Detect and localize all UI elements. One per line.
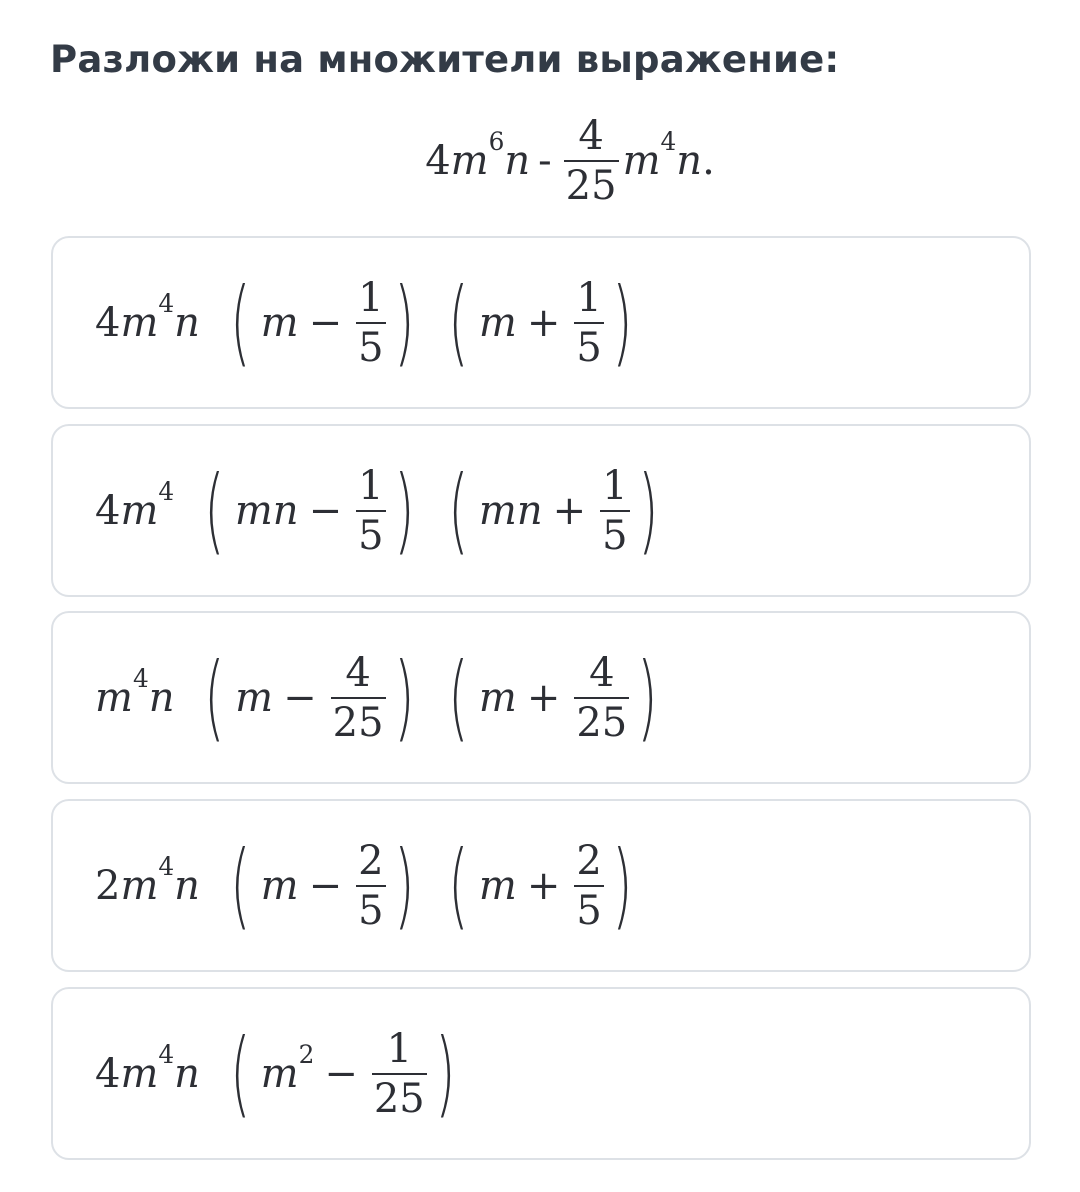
factor2-var: m: [478, 862, 517, 909]
prefix-var-m: m: [120, 862, 159, 909]
fraction-denominator: 25: [564, 160, 619, 207]
factor1-var: m: [260, 1050, 299, 1097]
factor1-fraction: [331, 649, 386, 746]
prefix-var-n: n: [174, 862, 200, 909]
fraction-numerator: 1: [358, 462, 384, 509]
factor1-operator: −: [308, 487, 343, 534]
close-paren: ): [637, 455, 659, 565]
prefix-var-n: n: [148, 674, 175, 721]
prefix-var-m: m: [95, 674, 133, 721]
task-title: Разложи на множители выражение:: [50, 38, 840, 81]
close-paren: ): [393, 830, 414, 940]
period: .: [702, 138, 715, 184]
factor2-fraction: [574, 649, 629, 746]
close-paren: ): [637, 642, 658, 752]
answer-option-3[interactable]: m 4 n ( m − $\frac{4}{25}$ ) ( m + $\frac{4}{25}$ ): [51, 611, 1031, 784]
task-expression: 4 m 6 n - $\frac{4}{25}$ m 4 n .: [425, 113, 715, 209]
open-paren: (: [448, 642, 469, 752]
fraction-numerator: 2: [358, 837, 384, 884]
prefix-var-m: m: [120, 299, 159, 346]
factor2-operator: +: [526, 674, 561, 721]
fraction-denominator: 25: [331, 697, 386, 744]
answer-option-5[interactable]: 4 m 4 n ( m 2 − $\frac{1}{25}$ ): [51, 987, 1031, 1160]
fraction-numerator: 2: [576, 837, 602, 884]
factor1-operator: −: [324, 1050, 358, 1097]
close-paren: ): [393, 455, 414, 565]
term1-var-n: n: [504, 138, 531, 184]
factor2-operator: +: [552, 487, 587, 534]
fraction-denominator: 5: [356, 322, 385, 369]
open-paren: (: [448, 455, 469, 565]
fraction-numerator: 1: [386, 1025, 413, 1072]
close-paren: ): [612, 830, 633, 940]
factor2-var: m: [478, 299, 517, 346]
fraction-denominator: 5: [574, 885, 603, 932]
factor2-var: m: [478, 674, 517, 721]
prefix-coef: 2: [95, 862, 121, 909]
factor2-operator: +: [526, 299, 561, 346]
prefix-coef: 4: [95, 299, 121, 346]
factor1-var: m: [260, 862, 299, 909]
open-paren: (: [204, 455, 225, 565]
factor2-var: mn: [478, 487, 543, 534]
open-paren: (: [230, 1018, 251, 1128]
factor1-fraction: [356, 274, 385, 371]
fraction-numerator: 4: [345, 649, 371, 696]
open-paren: (: [230, 830, 251, 940]
answer-option-1[interactable]: 4 m 4 n ( m − $\frac{1}{5}$ ) ( m + $\frac{1}{5}$ ): [51, 236, 1031, 409]
minus-sign: -: [538, 138, 552, 184]
fraction-denominator: 5: [574, 322, 603, 369]
term1-var-m: m: [450, 138, 489, 184]
factor1-var: m: [260, 299, 299, 346]
prefix-var-n: n: [174, 299, 200, 346]
fraction-denominator: 5: [600, 510, 629, 557]
factor1-var: mn: [234, 487, 299, 534]
answer-option-4[interactable]: 2 m 4 n ( m − $\frac{2}{5}$ ) ( m + $\frac{2}{5}$ ): [51, 799, 1031, 972]
fraction-denominator: 25: [574, 697, 629, 744]
factor1-var: m: [235, 674, 274, 721]
prefix-var-m: m: [120, 487, 159, 534]
fraction-numerator: 4: [578, 113, 604, 159]
factor1-fraction: [356, 837, 385, 934]
factor1-operator: −: [308, 862, 343, 909]
close-paren: ): [393, 642, 414, 752]
fraction-numerator: 1: [358, 274, 384, 321]
prefix-var-n: n: [174, 1050, 200, 1097]
term1-coef: 4: [425, 138, 451, 184]
prefix-var-m: m: [120, 1050, 159, 1097]
open-paren: (: [448, 830, 469, 940]
close-paren: ): [393, 267, 414, 377]
close-paren: ): [612, 267, 633, 377]
fraction-numerator: 1: [576, 274, 602, 321]
fraction-denominator: 25: [372, 1073, 427, 1120]
factor2-operator: +: [526, 862, 561, 909]
factor1-operator: −: [283, 674, 317, 721]
open-paren: (: [230, 267, 251, 377]
prefix-coef: 4: [95, 1050, 121, 1097]
prefix-coef: 4: [95, 487, 121, 534]
open-paren: (: [448, 267, 469, 377]
factor1-operator: −: [308, 299, 343, 346]
fraction-denominator: 5: [356, 885, 385, 932]
factor2-fraction: [600, 462, 629, 559]
open-paren: (: [204, 642, 225, 752]
fraction-numerator: 4: [589, 649, 615, 696]
coef-fraction: [564, 115, 619, 207]
factor1-fraction: [356, 462, 385, 559]
term2-var-n: n: [676, 138, 703, 184]
term2-var-m: m: [622, 138, 661, 184]
factor1-fraction: [372, 1025, 427, 1122]
factor2-fraction: [574, 837, 603, 934]
answer-option-2[interactable]: 4 m 4 ( mn − $\frac{1}{5}$ ) ( mn + $\frac{1}{5}$ ): [51, 424, 1031, 597]
fraction-numerator: 1: [602, 462, 628, 509]
fraction-denominator: 5: [356, 510, 385, 557]
factor2-fraction: [574, 274, 603, 371]
close-paren: ): [435, 1018, 456, 1128]
